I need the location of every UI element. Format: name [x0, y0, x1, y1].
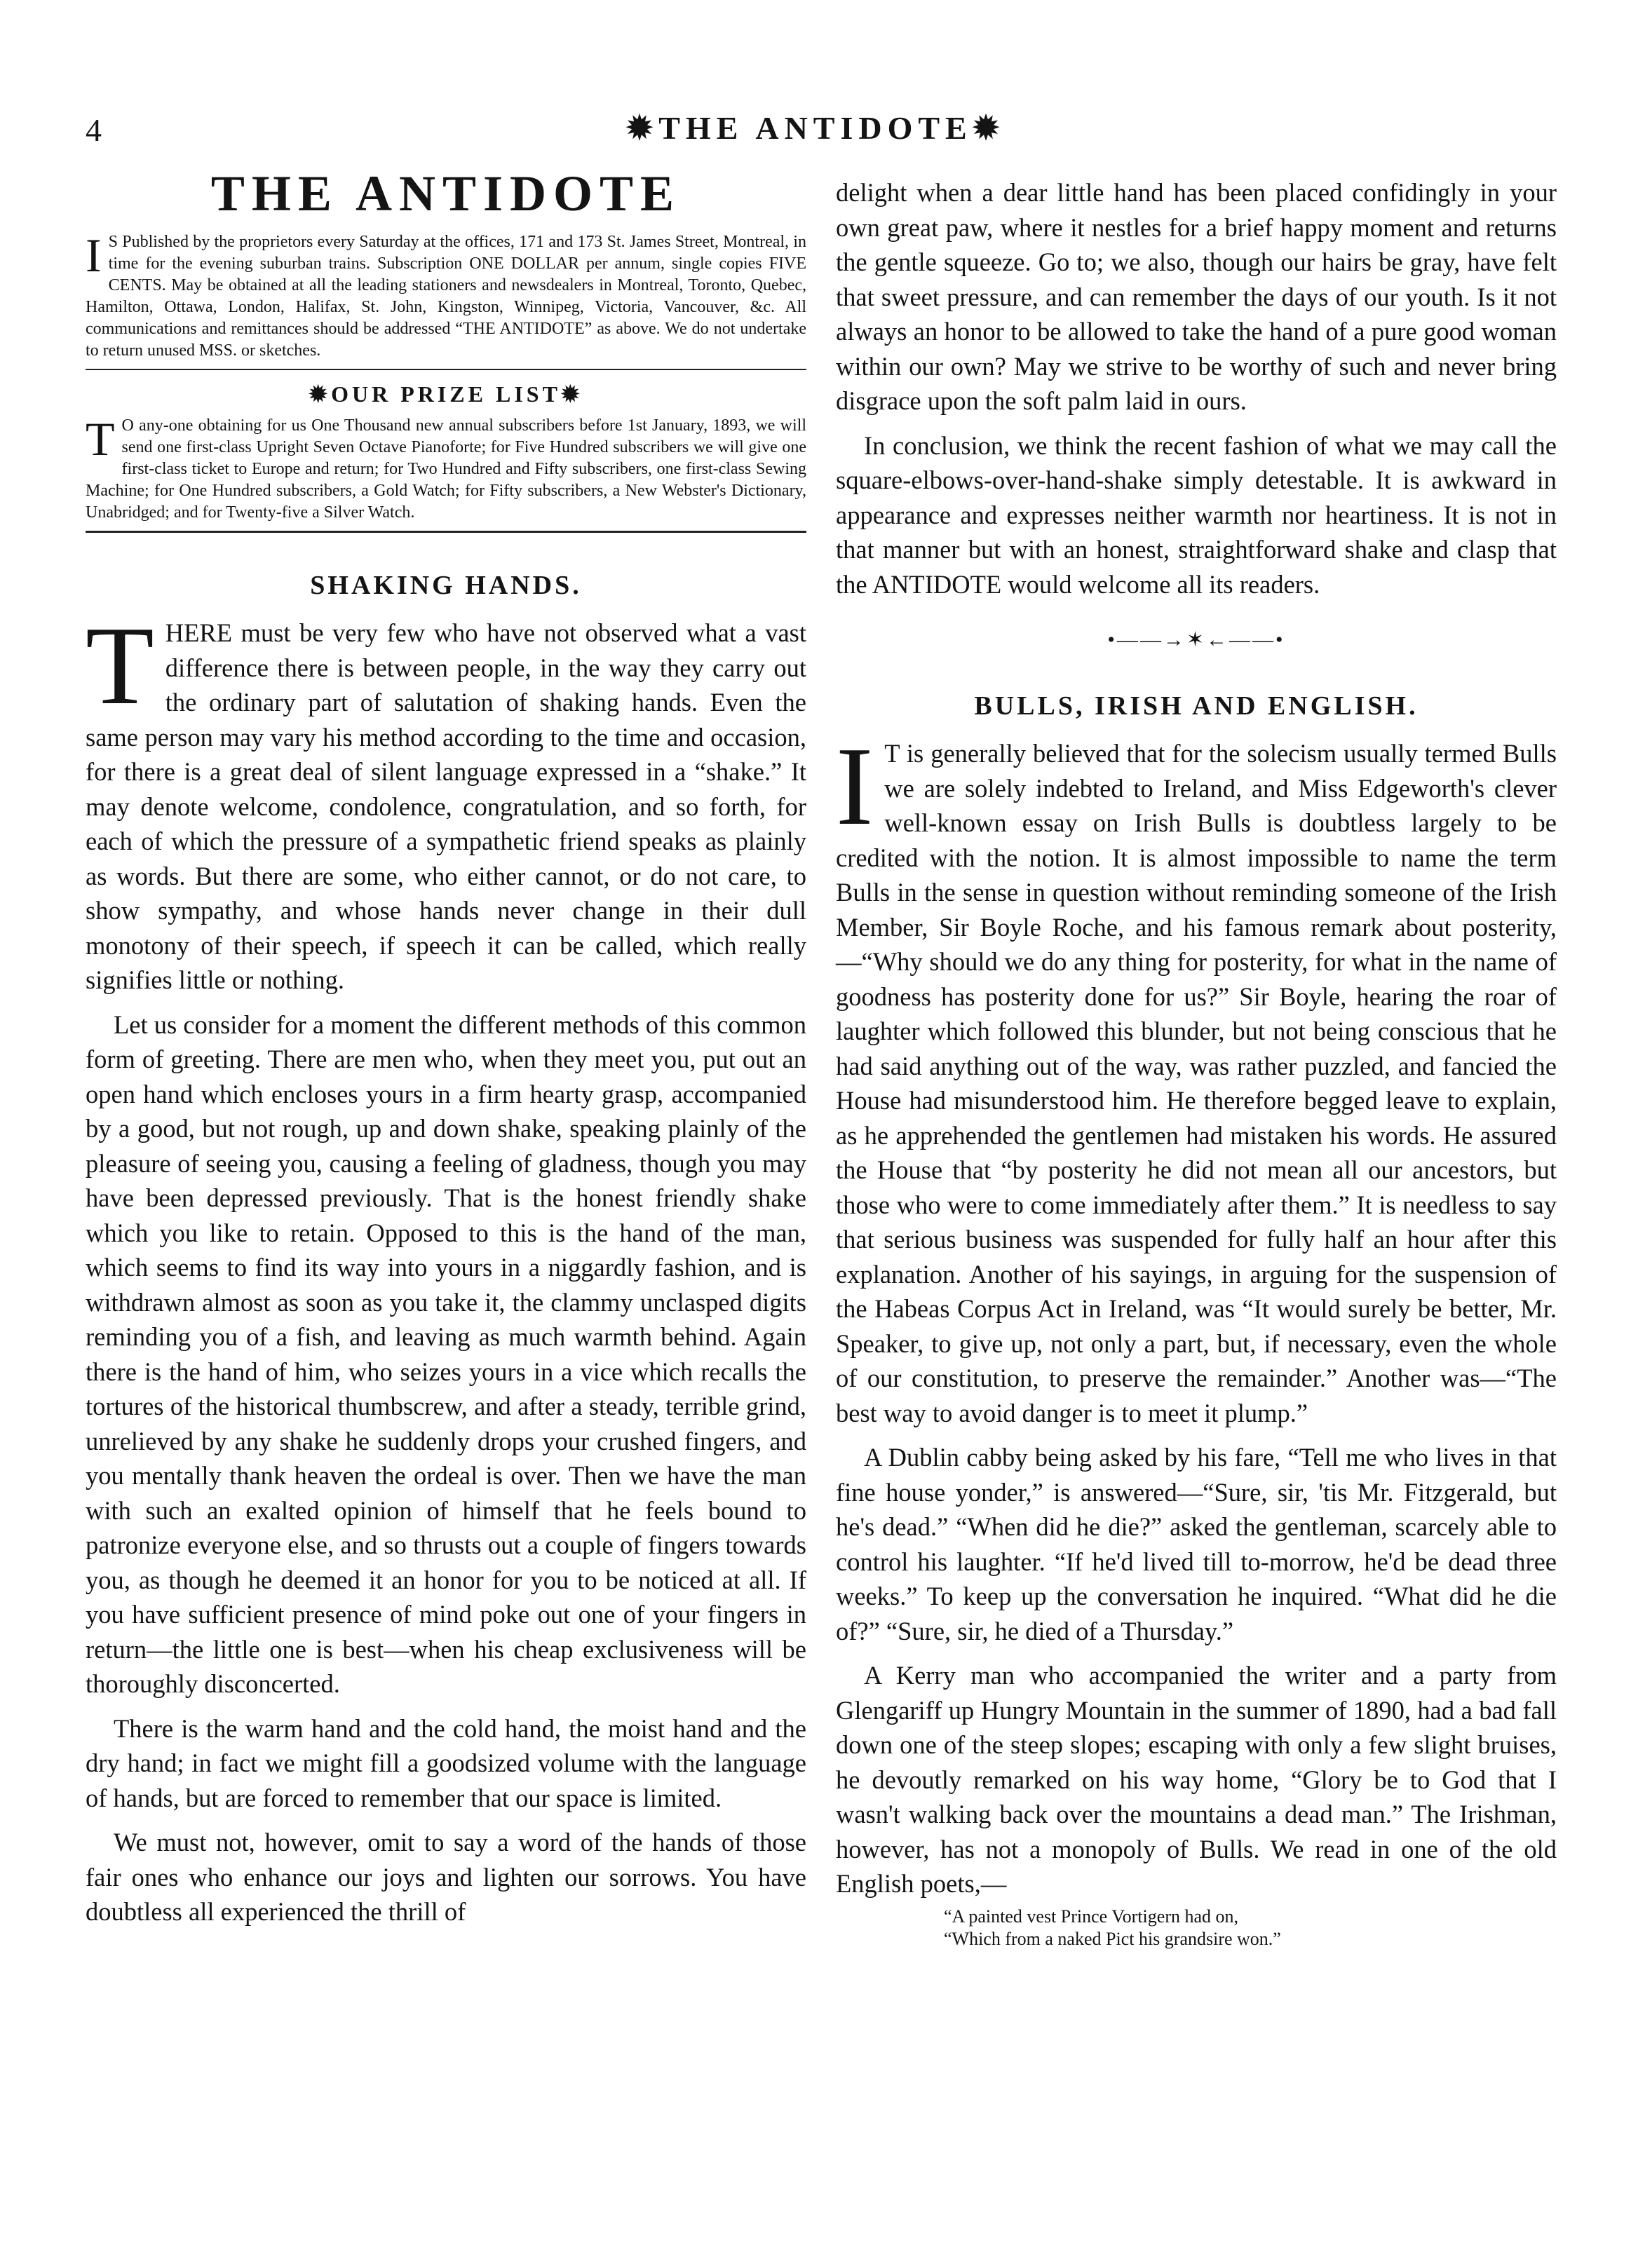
masthead-dropcap: I	[86, 229, 102, 282]
bulls-paragraph: A Kerry man who accompanied the writer and a party from Glengariff up Hungry Mountain in the summer of 1890, had a bad fall down one of the steep slopes; escaping with only a few slight bruises, he devoutly remarked on his way home, “Glory be to God that I wasn't walking back over the mountains a dead man.” The Irishman, however, has not a monopoly of Bulls. We read in one of the old English poets,—	[836, 1661, 1557, 1898]
bulls-paragraph: A Dublin cabby being asked by his fare, “Tell me who lives in that fine house yonder,” is answered—“Sure, sir, 'tis Mr. Fitzgerald, but he's dead.” “When did he die?” asked the gentleman, scarcely able to control his laughter. “If he'd lived till to-morrow, he'd be dead three weeks.” To keep up the conversation he inquired. “What did he die of?” “Sure, sir, he died of a Thursday.”	[836, 1443, 1557, 1645]
bulls-paragraph-text: T is generally believed that for the solecism usually termed Bulls we are solely indebted to Ireland, and Miss Edgeworth's clever well-known essay on Irish Bulls is doubtless largely to be credited with the notion. It is almost impossible to name the term Bulls in the sense in question without reminding someone of the Irish Member, Sir Boyle Roche, and his famous remark about posterity,—“Why should we do any thing for posterity, for what in the name of goodness has posterity done for us?” Sir Boyle, hearing the roar of laughter which followed this blunder, but not being conscious that he had said anything out of the way, was rather puzzled, and fancied the House had misunderstood him. He therefore begged leave to explain, as he apprehended the gentlemen had mistaken his words. He assured the House that “by posterity he did not mean all our ancestors, but those who were to come immediately after them.” It is needless to say that serious business was suspended for fully half an hour after this explanation. Another of his sayings, in arguing for the suspension of the Habeas Corpus Act in Ireland, was “It would surely be better, Mr. Speaker, to give up, not only a part, but, if necessary, even the whole of our constitution, to preserve the remainder.” Another was—“The best way to avoid danger is to meet it plump.”	[836, 739, 1557, 1427]
left-column	[86, 165, 806, 1929]
shaking-hands-paragraph: There is the warm hand and the cold hand, the moist hand and the dry hand; in fact we might fill a goodsized volume with the language of hands, but are forced to remember that our space is limited.	[86, 1713, 806, 1812]
shaking-hands-paragraph: Let us consider for a moment the different methods of this common form of greeting. There are men who, when they meet you, put out an open hand which encloses yours in a firm hearty grasp, accompanied by a good, but not rough, up and down shake, speaking plainly of the pleasure of seeing you, causing a feeling of gladness, though you may have been depressed previously. That is the honest friendly shake which you like to retain. Opposed to this is the hand of the man, which seems to find its way into yours in a niggardly fashion, and is withdrawn almost as soon as you take it, the clammy unclasped digits reminding you of a fish, and leaving as much warmth behind. Again there is the hand of him, who seizes yours in a vice which recalls the tortures of the historical thumbscrew, and after a steady, terrible grind, unrelieved by any shake he suddenly drops your crushed fingers, and you mentally thank heaven the ordeal is over. Then we have the man with such an exalted opinion of himself that he feels bound to patronize everyone else, and so thrusts out a couple of fingers towards you, as though he deemed it an honor for you to be noticed at all. If you have sufficient presence of mind poke out one of your fingers in return—the little one is best—when his cheap exclusiveness will be thoroughly disconcerted.	[86, 1010, 806, 1698]
bulls-dropcap: I	[836, 724, 874, 848]
shaking-hands-continuation: In conclusion, we think the recent fashion of what we may call the square-elbows-over-hand-shake simply detestable. It is awkward in appearance and expresses neither warmth nor heartiness. It is not in that manner but with an honest, straightforward shake and clasp that the ANTIDOTE would welcome all its readers.	[836, 430, 1557, 599]
shaking-hands-paragraph: We must not, however, omit to say a word of the hands of those fair ones who enhance our joys and lighten our sorrows. You have doubtless all experienced the thrill of	[86, 1828, 806, 1926]
bulls-paragraph	[836, 724, 1557, 1430]
shaking-hands-heading: SHAKING HANDS.	[310, 571, 582, 600]
prize-list-text	[86, 412, 806, 524]
masthead-notice-text: S Published by the proprietors every Saturday at the offices, 171 and 173 St. James Street, Montreal, in time for the evening suburban trains. Subscription ONE DOLLAR per annum, single copies FIVE CENTS. May be obtained at all the leading stationers and newsdealers in Montreal, Toronto, Quebec, Hamilton, Ottawa, London, Halifax, St. John, Kingston, Winnipeg, Victoria, Vancouver, &c. All communications and remittances should be addressed “THE ANTIDOTE” as above. We do not undertake to return unused MSS. or sketches.	[86, 233, 806, 360]
verse-quote	[836, 1906, 1557, 1950]
verse-line: “Which from a naked Pict his grandsire won.”	[944, 1928, 1281, 1949]
masthead-rule	[86, 369, 806, 370]
prize-list-heading: ✹OUR PRIZE LIST✹	[309, 381, 583, 407]
masthead-notice	[86, 231, 806, 362]
bulls-heading: BULLS, IRISH AND ENGLISH.	[974, 691, 1419, 721]
right-column	[836, 175, 1557, 1950]
masthead-title: THE ANTIDOTE	[210, 165, 682, 222]
shaking-hands-paragraph-text: HERE must be very few who have not observed what a vast difference there is between people, in the way they carry out the ordinary part of salutation of shaking hands. Even the same person may vary his method according to the time and occasion, for there is a great deal of silent language expressed in a “shake.” It may denote welcome, condolence, congratulation, and so forth, for each of which the pressure of a sympathetic friend speaks as plainly as words. But there are some, who either cannot, or do not care, to show sympathy, and whose hands never change in their dull monotony of their speech, if speech it can be called, which really signifies little or nothing.	[86, 618, 806, 994]
prize-list-rule	[86, 531, 806, 533]
verse-line: “A painted vest Prince Vortigern had on,	[944, 1906, 1239, 1927]
section-divider-ornament: •——→✶←——•	[1107, 628, 1285, 651]
shaking-hands-dropcap: T	[86, 603, 154, 728]
shaking-hands-paragraph	[86, 603, 806, 998]
running-head: ✹THE ANTIDOTE✹	[625, 110, 1006, 146]
prize-list-dropcap: T	[86, 412, 115, 466]
shaking-hands-continuation: delight when a dear little hand has been placed confidingly in your own great paw, where it nestles for a brief happy moment and returns the gentle squeeze. Go to; we also, though our hairs be gray, have felt that sweet pressure, and can remember the days of our youth. Is it not always an honor to be allowed to take the hand of a pure good woman within our own? May we strive to be worthy of such and never bring disgrace upon the soft palm laid in ours.	[836, 178, 1557, 415]
prize-list-body: O any-one obtaining for us One Thousand new annual subscribers before 1st January, 1893, we will send one first-class Upright Seven Octave Pianoforte; for Five Hundred subscribers we will give one first-class ticket to Europe and return; for Two Hundred and Fifty subscribers, one first-class Sewing Machine; for One Hundred subscribers, a Gold Watch; for Fifty subscribers, a New Webster's Dictionary, Unabridged; and for Twenty-five a Silver Watch.	[86, 416, 806, 522]
page-number: 4	[86, 112, 102, 148]
